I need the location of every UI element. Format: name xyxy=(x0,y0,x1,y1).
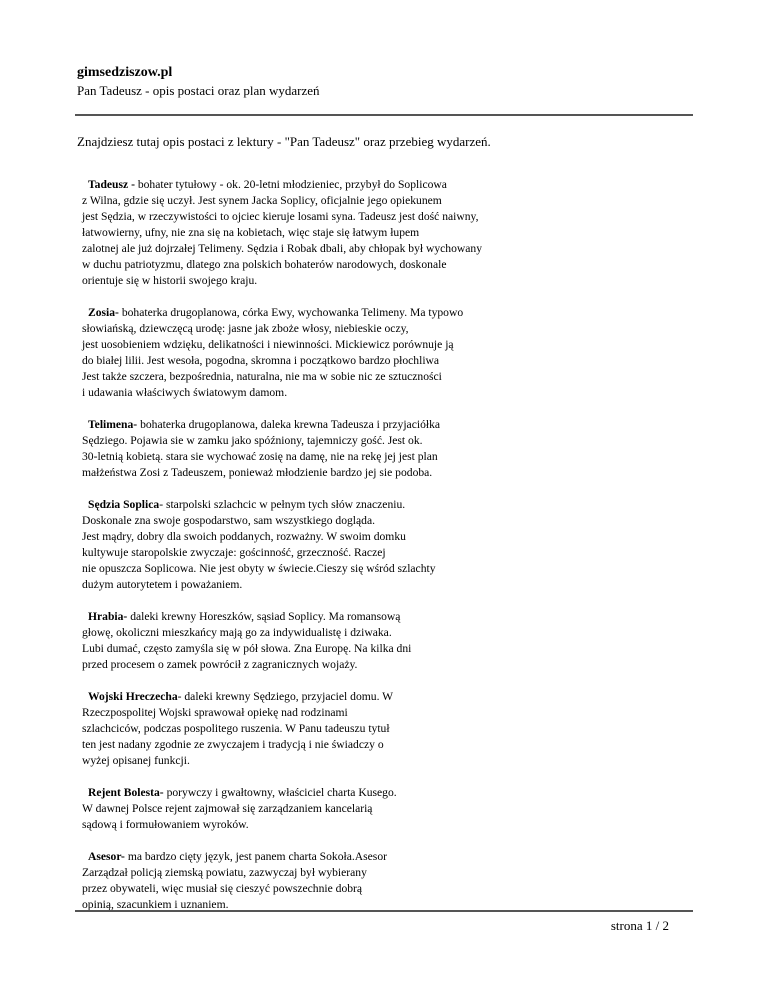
description-text: łatwowierny, ufny, nie zna się na kobietach, więc staje się łatwym łupem xyxy=(82,226,420,239)
text-line xyxy=(82,545,682,561)
description-text: Lubi dumać, często zamyśla się w pół słowa. Zna Europę. Na kilka dni xyxy=(82,642,412,655)
character-section xyxy=(82,689,682,769)
text-line xyxy=(82,385,682,401)
description-text: porywczy i gwałtowny, właściciel charta Kusego. xyxy=(163,786,397,799)
site-name: gimsedziszow.pl xyxy=(77,65,173,80)
text-line xyxy=(82,721,682,737)
character-name: Tadeusz - xyxy=(88,178,135,191)
description-text: przez obywateli, więc musiał się cieszyć powszechnie dobrą xyxy=(82,882,363,895)
text-line xyxy=(82,225,682,241)
text-line xyxy=(82,689,682,705)
character-name: Wojski Hreczecha xyxy=(88,690,178,703)
character-section xyxy=(82,497,682,593)
text-line xyxy=(82,641,682,657)
description-text: Sędziego. Pojawia sie w zamku jako spóźniony, tajemniczy gość. Jest ok. xyxy=(82,434,423,447)
description-text: 30-letnią kobietą. stara sie wychować zosię na damę, nie na rekę jej jest plan xyxy=(82,450,438,463)
description-text: małżeństwa Zosi z Tadeuszem, ponieważ młodzienie bardzo jej sie podoba. xyxy=(82,466,433,479)
text-line xyxy=(82,513,682,529)
text-line xyxy=(82,865,682,881)
text-line xyxy=(82,353,682,369)
character-section xyxy=(82,177,682,289)
character-section xyxy=(82,305,682,401)
description-text: do białej lilii. Jest wesoła, pogodna, skromna i początkowo bardzo płochliwa xyxy=(82,354,440,367)
character-name: Hrabia- xyxy=(88,610,128,623)
text-line xyxy=(82,449,682,465)
text-line xyxy=(82,817,682,833)
description-text: jest Sędzia, w rzeczywistości to ojciec kieruje losami syna. Tadeusz jest dość naiwny, xyxy=(82,210,479,223)
description-text: jest uosobieniem wdzięku, delikatności i niewinności. Mickiewicz porównuje ją xyxy=(82,338,454,351)
character-descriptions xyxy=(82,177,682,929)
description-text: w duchu patriotyzmu, dlatego zna polskich bohaterów narodowych, doskonale xyxy=(82,258,447,271)
text-line xyxy=(82,305,682,321)
description-text: Jest mądry, dobry dla swoich poddanych, rozważny. W swoim domku xyxy=(82,530,406,543)
description-text: nie opuszcza Soplicowa. Nie jest obyty w świecie.Cieszy się wśród szlachty xyxy=(82,562,436,575)
text-line xyxy=(82,753,682,769)
text-line xyxy=(82,705,682,721)
description-text: słowiańską, dziewczęcą urodę: jasne jak zboże włosy, niebieskie oczy, xyxy=(82,322,409,335)
description-text: ma bardzo cięty język, jest panem charta Sokoła.Asesor xyxy=(124,850,387,863)
text-line xyxy=(82,801,682,817)
header-divider xyxy=(75,114,693,116)
description-text: przed procesem o zamek powrócił z zagranicznych wojaży. xyxy=(82,658,358,671)
text-line xyxy=(82,497,682,513)
text-line xyxy=(82,241,682,257)
description-text: głowę, okoliczni mieszkańcy mają go za indywidualistę i dziwaka. xyxy=(82,626,392,639)
text-line xyxy=(82,849,682,865)
description-text: - daleki krewny Sędziego, przyjaciel domu. W xyxy=(177,690,394,703)
text-line xyxy=(82,337,682,353)
text-line xyxy=(82,273,682,289)
description-text: Jest także szczera, bezpośrednia, naturalna, nie ma w sobie nic ze sztuczności xyxy=(82,370,442,383)
character-name: Rejent Bolesta- xyxy=(88,786,164,799)
page-header xyxy=(77,64,320,99)
text-line xyxy=(82,193,682,209)
description-text: sądową i formułowaniem wyroków. xyxy=(82,818,249,831)
text-line xyxy=(82,609,682,625)
description-text: opinią, szacunkiem i uznaniem. xyxy=(82,898,229,911)
character-name: Zosia- xyxy=(88,306,119,319)
description-text: - starpolski szlachcic w pełnym tych słów znaczeniu. xyxy=(159,498,406,511)
text-line xyxy=(82,577,682,593)
text-line xyxy=(82,657,682,673)
character-name: Telimena- xyxy=(88,418,138,431)
character-name: Sędzia Soplica xyxy=(88,498,160,511)
document-subtitle: Pan Tadeusz - opis postaci oraz plan wydarzeń xyxy=(77,83,320,98)
text-line xyxy=(82,465,682,481)
description-text: ten jest nadany zgodnie ze zwyczajem i tradycją i nie świadczy o xyxy=(82,738,384,751)
text-line xyxy=(82,561,682,577)
description-text: Doskonale zna swoje gospodarstwo, sam wszystkiego dogląda. xyxy=(82,514,376,527)
description-text: dużym autorytetem i poważaniem. xyxy=(82,578,243,591)
description-text: wyżej opisanej funkcji. xyxy=(82,754,190,767)
text-line xyxy=(82,417,682,433)
text-line xyxy=(82,529,682,545)
text-line xyxy=(82,177,682,193)
description-text: zalotnej ale już dojrzałej Telimeny. Sędzia i Robak dbali, aby chłopak był wychowany xyxy=(82,242,483,255)
text-line xyxy=(82,369,682,385)
intro-text: Znajdziesz tutaj opis postaci z lektury - "Pan Tadeusz" oraz przebieg wydarzeń. xyxy=(77,134,491,149)
text-line xyxy=(82,737,682,753)
description-text: W dawnej Polsce rejent zajmował się zarządzaniem kancelarią xyxy=(82,802,373,815)
description-text: daleki krewny Horeszków, sąsiad Soplicy. Ma romansową xyxy=(127,610,401,623)
description-text: Zarządzał policją ziemską powiatu, zazwyczaj był wybierany xyxy=(82,866,367,879)
character-section xyxy=(82,609,682,673)
description-text: kultywuje staropolskie zwyczaje: gościnność, grzeczność. Raczej xyxy=(82,546,386,559)
footer-divider xyxy=(75,910,693,912)
text-line xyxy=(82,321,682,337)
character-section xyxy=(82,785,682,833)
text-line xyxy=(82,209,682,225)
character-section xyxy=(82,849,682,913)
description-text: bohaterka drugoplanowa, daleka krewna Tadeusza i przyjaciółka xyxy=(137,418,441,431)
text-line xyxy=(82,257,682,273)
text-line xyxy=(82,785,682,801)
description-text: bohaterka drugoplanowa, córka Ewy, wychowanka Telimeny. Ma typowo xyxy=(118,306,464,319)
description-text: z Wilna, gdzie się uczył. Jest synem Jacka Soplicy, oficjalnie jego opiekunem xyxy=(82,194,442,207)
description-text: bohater tytułowy - ok. 20-letni młodzieniec, przybył do Soplicowa xyxy=(134,178,447,191)
text-line xyxy=(82,433,682,449)
description-text: i udawania właściwych światowym damom. xyxy=(82,386,288,399)
character-name: Asesor- xyxy=(88,850,125,863)
description-text: orientuje się w historii swojego kraju. xyxy=(82,274,258,287)
description-text: szlachciców, podczas pospolitego ruszenia. W Panu tadeuszu tytuł xyxy=(82,722,390,735)
page-number: strona 1 / 2 xyxy=(610,918,669,933)
character-section xyxy=(82,417,682,481)
text-line xyxy=(82,881,682,897)
description-text: Rzeczpospolitej Wojski sprawował opiekę nad rodzinami xyxy=(82,706,348,719)
text-line xyxy=(82,625,682,641)
